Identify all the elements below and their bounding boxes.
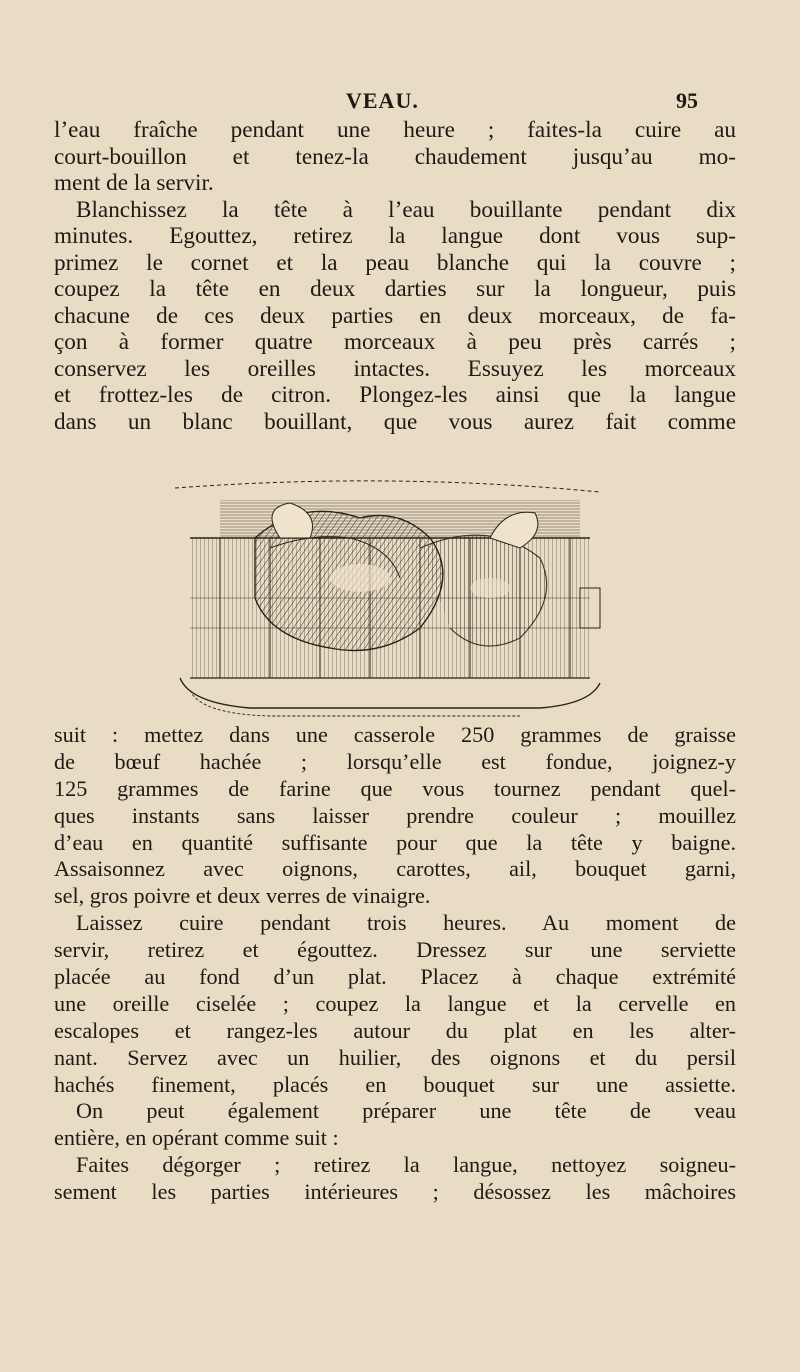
text-line: chacune de ces deux parties en deux morceaux, de fa- [54,302,736,329]
text-line: dans un blanc bouillant, que vous aurez fait comme [54,408,736,435]
text-line: minutes. Egouttez, retirez la langue dont vous sup- [54,223,736,249]
text-line: coupez la tête en deux darties sur la longueur, puis [54,276,736,302]
text-line: conservez les oreilles intactes. Essuyez les morceaux [54,355,736,382]
text-line: d’eau en quantité suffisante pour que la tête y baigne. [54,829,736,855]
text-line: Faites dégorger ; retirez la langue, nettoyez soigneu- [76,1152,736,1178]
text-line: hachés finement, placés en bouquet sur une assiette. [54,1071,736,1097]
text-line: primez le cornet et la peau blanche qui la couvre ; [54,249,736,276]
engraving-calf-head-on-napkin-icon [160,478,630,720]
text-line: ques instants sans laisser prendre couleur ; mouillez [54,802,736,828]
text-line: Assaisonnez avec oignons, carottes, ail, bouquet garni, [54,856,736,882]
text-line: çon à former quatre morceaux à peu près carrés ; [54,329,736,355]
text-line: placée au fond d’un plat. Placez à chaque extrémité [54,964,736,990]
text-line: ment de la servir. [54,170,214,196]
page-header [0,88,800,118]
text-bottom [54,722,736,1206]
text-line: une oreille ciselée ; coupez la langue et la cervelle en [54,990,736,1016]
text-line: et frottez-les de citron. Plongez-les ainsi que la langue [54,382,736,408]
text-line: de bœuf hachée ; lorsqu’elle est fondue, joignez-y [54,748,736,774]
text-line: 125 grammes de farine que vous tournez pendant quel- [54,775,736,801]
text-line: sel, gros poivre et deux verres de vinaigre. [54,883,431,909]
text-line: sement les parties intérieures ; désossez les mâchoires [54,1179,736,1205]
text-line: l’eau fraîche pendant une heure ; faites-la cuire au [54,117,736,143]
text-line: suit : mettez dans une casserole 250 grammes de graisse [54,722,736,747]
page-number: 95 [676,88,698,113]
text-line: court-bouillon et tenez-la chaudement jusqu’au mo- [54,143,736,170]
text-line: servir, retirez et égouttez. Dressez sur une serviette [54,937,736,963]
running-title: VEAU. [346,88,419,113]
text-line: Laissez cuire pendant trois heures. Au moment de [76,910,736,936]
text-line: Blanchissez la tête à l’eau bouillante pendant dix [76,196,736,223]
text-line: escalopes et rangez-les autour du plat en les alter- [54,1017,736,1043]
text-top [54,117,736,435]
text-line: nant. Servez avec un huilier, des oignons et du persil [54,1044,736,1070]
text-line: entière, en opérant comme suit : [54,1125,339,1151]
text-line: On peut également préparer une tête de veau [76,1098,736,1124]
